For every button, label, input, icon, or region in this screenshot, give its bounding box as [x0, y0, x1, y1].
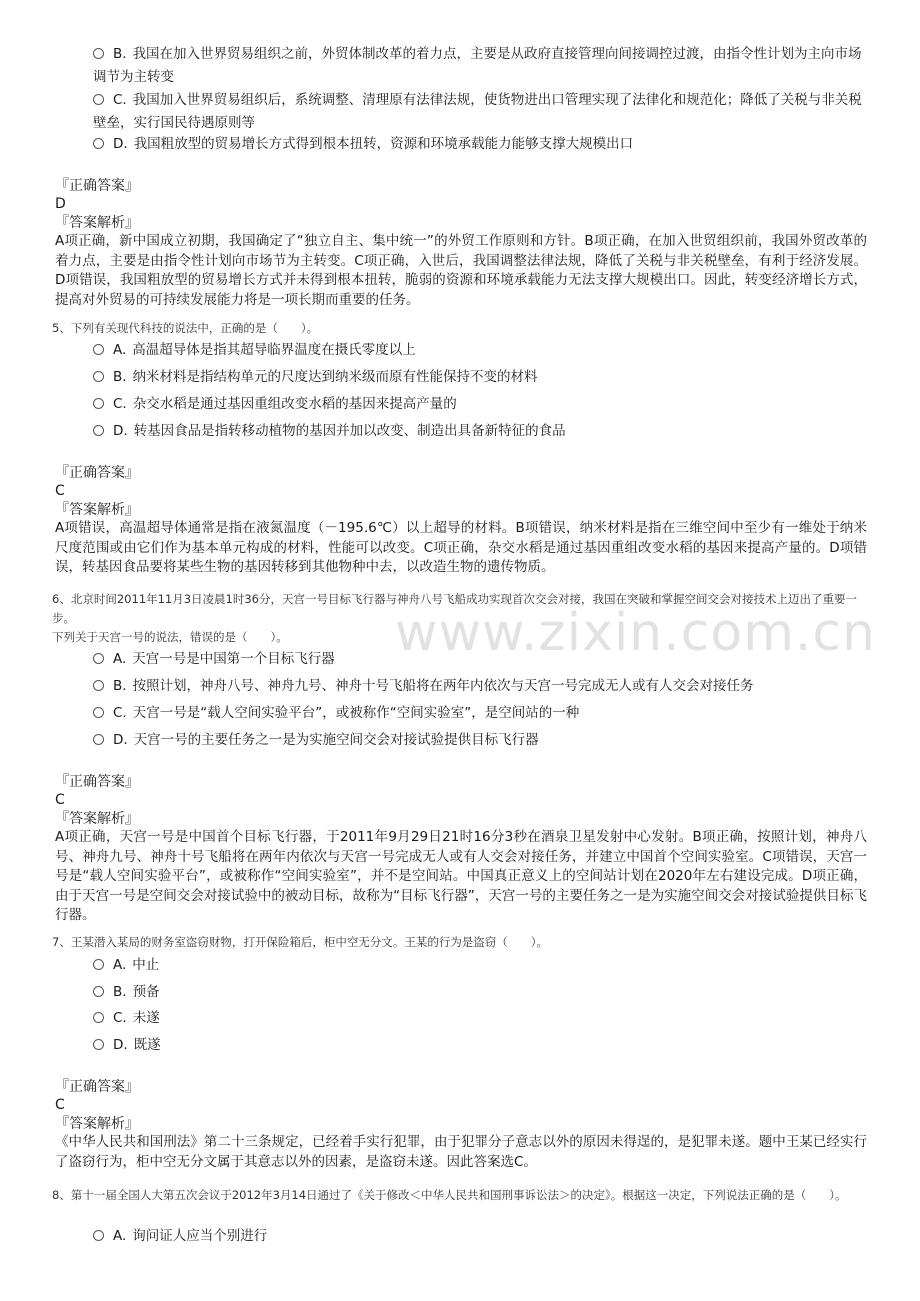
option-letter: A.	[113, 342, 127, 358]
option-q4-c[interactable]	[93, 89, 863, 135]
option-text: 我国加入世界贸易组织后，系统调整、清理原有法律法规，使货物进出口管理实现了法律化和规范化；降低了关税与非关税壁垒，实行国民待遇原则等	[93, 92, 862, 131]
option-q6-c[interactable]	[93, 702, 863, 725]
option-letter: C.	[113, 396, 127, 412]
radio-button[interactable]	[93, 734, 104, 745]
option-letter: B.	[113, 678, 127, 694]
option-q6-a[interactable]	[93, 648, 863, 671]
question-8: 8、第十一届全国人大第五次会议于2012年3月14日通过了《关于修改＜中华人民共和国刑事诉讼法＞的决定》。根据这一决定，下列说法正确的是（ ）。	[52, 1188, 847, 1202]
option-letter: B.	[113, 46, 127, 62]
option-text: 杂交水稻是通过基因重组改变水稻的基因来提高产量的	[132, 396, 457, 412]
option-q4-d[interactable]	[93, 133, 863, 156]
radio-button[interactable]	[93, 94, 104, 105]
option-text: 我国粗放型的贸易增长方式得到根本扭转，资源和环境承载能力能够支撑大规模出口	[133, 136, 634, 152]
option-letter: D.	[113, 1037, 128, 1053]
radio-button[interactable]	[93, 398, 104, 409]
option-q7-c[interactable]	[93, 1007, 863, 1030]
option-letter: A.	[113, 1228, 127, 1244]
option-q7-d[interactable]	[93, 1034, 863, 1057]
option-q7-b[interactable]	[93, 981, 863, 1004]
option-q5-a[interactable]	[93, 339, 863, 362]
option-text: 天宫一号是中国第一个目标飞行器	[132, 651, 335, 667]
analysis-text: A项错误，高温超导体通常是指在液氮温度（－195.6℃）以上超导的材料。B项错误，纳米材料是指在三维空间中至少有一维处于纳米尺度范围或由它们作为基本单元构成的材料，性能可以改变。C项正确，杂交水稻是通过基因重组改变水稻的基因来提高产量的。D项错误，转基因食品要将某些生物的基因转移到其他物种中去，以改造生物的遗传物质。	[55, 520, 867, 575]
option-q5-b[interactable]	[93, 366, 863, 389]
option-text: 未遂	[132, 1010, 160, 1026]
answer-label: 『正确答案』	[55, 1079, 139, 1095]
radio-button[interactable]	[93, 344, 104, 355]
option-q5-d[interactable]	[93, 420, 863, 443]
option-q6-b[interactable]	[93, 675, 863, 698]
option-text: 天宫一号是“载人空间实验平台”，或被称作“空间实验室”，是空间站的一种	[132, 705, 580, 721]
option-text: 高温超导体是指其超导临界温度在摄氏零度以上	[132, 342, 416, 358]
option-letter: C.	[113, 705, 127, 721]
option-letter: B.	[113, 369, 127, 385]
analysis-label: 『答案解析』	[55, 502, 139, 518]
correct-answer: C	[55, 1097, 65, 1113]
analysis-label: 『答案解析』	[55, 811, 139, 827]
question-5: 5、下列有关现代科技的说法中，正确的是（ ）。	[52, 321, 319, 335]
option-letter: B.	[113, 984, 127, 1000]
radio-button[interactable]	[93, 138, 104, 149]
radio-button[interactable]	[93, 986, 104, 997]
option-letter: D.	[113, 136, 128, 152]
option-text: 既遂	[133, 1037, 161, 1053]
option-letter: A.	[113, 957, 127, 973]
radio-button[interactable]	[93, 1230, 104, 1241]
correct-answer: C	[55, 483, 65, 499]
radio-button[interactable]	[93, 371, 104, 382]
option-letter: D.	[113, 423, 128, 439]
option-letter: D.	[113, 732, 128, 748]
analysis-label: 『答案解析』	[55, 1116, 139, 1132]
radio-button[interactable]	[93, 1039, 104, 1050]
analysis-text: A项正确，新中国成立初期，我国确定了“独立自主、集中统一”的外贸工作原则和方针。B项正确，在加入世贸组织前，我国外贸改革的着力点，主要是由指令性计划向市场节为主转变。C项正确，入世后，我国调整法律法规，降低了关税与非关税壁垒，有利于经济发展。D项错误，我国粗放型的贸易增长方式并未得到根本扭转，脆弱的资源和环境承载能力无法支撑大规模出口。因此，转变经济增长方式，提高对外贸易的可持续发展能力将是一项长期而重要的任务。	[55, 233, 867, 308]
option-text: 转基因食品是指转移动植物的基因并加以改变、制造出具备新特征的食品	[133, 423, 566, 439]
option-q6-d[interactable]	[93, 729, 863, 752]
option-text: 纳米材料是指结构单元的尺度达到纳米级而原有性能保持不变的材料	[132, 369, 538, 385]
correct-answer: D	[55, 196, 66, 212]
answer-label: 『正确答案』	[55, 465, 139, 481]
answer-label: 『正确答案』	[55, 178, 139, 194]
option-letter: A.	[113, 651, 127, 667]
answer-label: 『正确答案』	[55, 774, 139, 790]
option-text: 预备	[132, 984, 160, 1000]
analysis-text: 《中华人民共和国刑法》第二十三条规定，已经着手实行犯罪，由于犯罪分子意志以外的原因未得逞的，是犯罪未遂。题中王某已经实行了盗窃行为，柜中空无分文属于其意志以外的因素，是盗窃未遂。因此答案选C。	[55, 1134, 867, 1170]
radio-button[interactable]	[93, 959, 104, 970]
analysis-text: A项正确，天宫一号是中国首个目标飞行器，于2011年9月29日21时16分3秒在酒泉卫星发射中心发射。B项正确，按照计划，神舟八号、神舟九号、神舟十号飞船将在两年内依次与天宫一号完成无人或有人交会对接任务，并建立中国首个空间实验室。C项错误，天宫一号是“载人空间实验平台”，或被称作“空间实验室”，并不是空间站。中国真正意义上的空间站计划在2020年左右建设完成。D项正确，由于天宫一号是空间交会对接试验中的被动目标，故称为“目标飞行器”，天宫一号的主要任务之一是为实施空间交会对接试验提供目标飞行器。	[55, 829, 867, 923]
option-text: 我国在加入世界贸易组织之前，外贸体制改革的着力点，主要是从政府直接管理向间接调控过渡，由指令性计划为主向市场调节为主转变	[93, 46, 862, 85]
option-text: 询问证人应当个别进行	[132, 1228, 268, 1244]
radio-button[interactable]	[93, 653, 104, 664]
radio-button[interactable]	[93, 707, 104, 718]
question-7: 7、王某潜入某局的财务室盗窃财物，打开保险箱后，柜中空无分文。王某的行为是盗窃（ ）。	[52, 935, 549, 949]
question-6: 6、北京时间2011年11月3日凌晨1时36分，天宫一号目标飞行器与神舟八号飞船成功实现首次交会对接，我国在突破和掌握空间交会对接技术上迈出了重要一步。	[52, 592, 857, 625]
option-q8-a[interactable]	[93, 1225, 863, 1248]
correct-answer: C	[55, 792, 65, 808]
option-q7-a[interactable]	[93, 954, 863, 977]
radio-button[interactable]	[93, 425, 104, 436]
option-text: 天宫一号的主要任务之一是为实施空间交会对接试验提供目标飞行器	[133, 732, 539, 748]
radio-button[interactable]	[93, 680, 104, 691]
radio-button[interactable]	[93, 48, 104, 59]
option-letter: C.	[113, 1010, 127, 1026]
option-letter: C.	[113, 92, 127, 108]
analysis-label: 『答案解析』	[55, 215, 139, 231]
option-text: 按照计划，神舟八号、神舟九号、神舟十号飞船将在两年内依次与天宫一号完成无人或有人交会对接任务	[132, 678, 754, 694]
question-6-prompt: 下列关于天宫一号的说法，错误的是（ ）。	[52, 630, 288, 644]
watermark: www.zixin.com.cn	[395, 603, 876, 663]
option-q5-c[interactable]	[93, 393, 863, 416]
radio-button[interactable]	[93, 1012, 104, 1023]
option-q4-b[interactable]	[93, 43, 863, 89]
option-text: 中止	[132, 957, 160, 973]
